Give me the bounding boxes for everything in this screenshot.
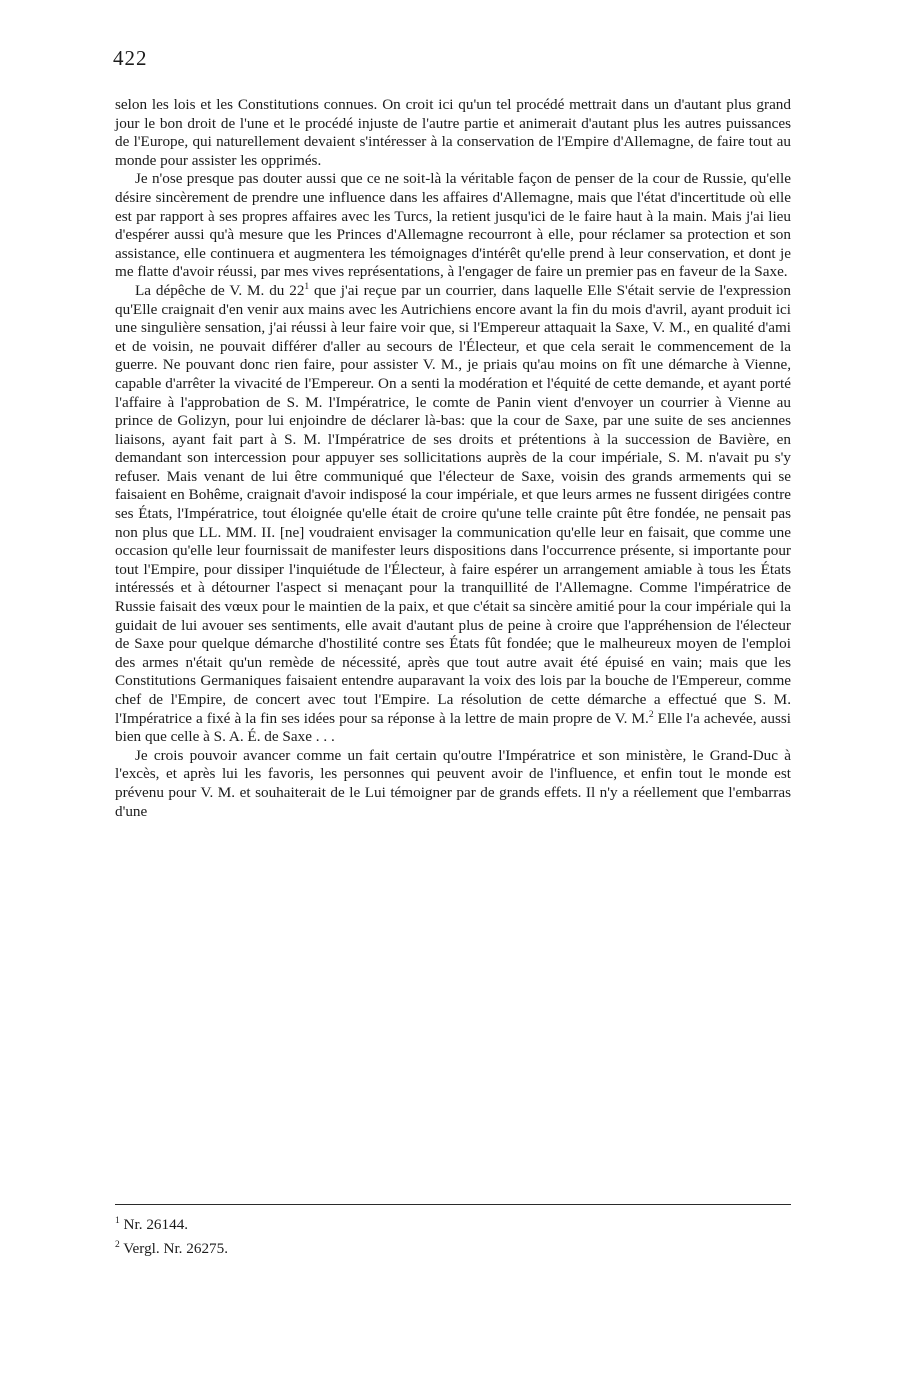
paragraph-3-start: La dépêche de V. M. du 22 <box>135 281 305 299</box>
footnote-mark-2: 2 <box>115 1240 120 1250</box>
paragraph-4: Je crois pouvoir avancer comme un fait certain qu'outre l'Impératrice et son ministère, le Grand-Duc à l'excès, et après lui les favoris, les personnes qui peuvent avoir de l'influence, et enfin tout le monde est prévenu pour V. M. et souhaiterait de le Lui témoigner par de grands effets. Il n'y a réellement que l'embarras d'une <box>115 746 791 820</box>
paragraph-3-middle: que j'ai reçue par un courrier, dans laquelle Elle S'était servie de l'expression qu'Elle craignait d'en venir aux mains avec les Autrichiens encore avant la fin du mois d'avril, ayant produit ici une singulière sensation, j'ai réussi à leur faire voir que, si l'Empereur attaquait la Saxe, V. M., en qualité d'ami et de voisin, ne pouvait différer d'aller au secours de l'Électeur, et que cela serait le commencement de la guerre. Ne pouvant donc rien faire, pour assister V. M., je priais qu'au moins on fît une démarche à Vienne, capable d'arrêter la vivacité de l'Empereur. On a senti la modération et l'équité de cette demande, et ayant porté l'affaire à l'approbation de S. M. l'Impératrice, le comte de Panin vient d'envoyer un courrier à Vienne au prince de Golizyn, pour lui enjoindre de déclarer là-bas: que la cour de Saxe, par une suite de ses anciennes liaisons, ayant fait part à S. M. l'Impératrice de ses droits et prétentions à la succession de Bavière, en demandant son intercession pour appuyer ses sollicitations auprès de la cour impériale, S. M. n'avait pu s'y refuser. Mais venant de lui être communiqué que l'électeur de Saxe, voisin des grands armements qui se faisaient en Bohême, craignait d'avoir indisposé la cour impériale, et que leurs armes ne fussent dirigées contre ses États, l'Impératrice, tout éloignée qu'elle était de croire qu'une telle crainte pût être fondée, ne pensait pas non plus que LL. MM. II. [ne] voudraient envisager la communication qu'elle leur en faisait, que comme une occasion qu'elle leur fournissait de manifester leurs dispositions dans l'occurrence présente, si importante pour tout l'Empire, pour dissiper l'inquiétude de l'Électeur, à faire espérer un arrangement amiable à tous les États intéressés et à détourner l'aspect si menaçant pour la tranquillité de l'Allemagne. Comme l'impératrice de Russie faisait des vœux pour le maintien de la paix, et que c'était sa sincère amitié pour la cour impériale qui la guidait de lui avouer ses sentiments, elle avait d'autant plus de peine à croire que l'appréhension de l'électeur de Saxe pour quelque démarche d'hostilité contre ses États fût fondée; que le malheureux moyen de l'emploi des armes n'était qu'un remède de nécessité, après que tout autre avait été épuisé en vain; mais que les Constitutions Germaniques faisaient entendre auparavant la voix des lois par la bouche de l'Empereur, comme chef de l'Empire, de concert avec tout l'Empire. La résolution de cette démarche a effectué que S. M. l'Impératrice a fixé à la fin ses idées pour sa réponse à la lettre de main propre de V. M. <box>115 281 791 727</box>
page-number: 422 <box>113 46 148 70</box>
footnote-ref-2: 2 <box>648 709 654 720</box>
paragraph-2: Je n'ose presque pas douter aussi que ce ne soit-là la véritable façon de penser de la cour de Russie, qu'elle désire sincèrement de prendre une influence dans les affaires d'Allemagne, mais que l'état d'incertitude où elle est par rapport à ses propres affaires avec les Turcs, la retient jusqu'ici de le faire haut à la main. Mais j'ai lieu d'espérer aussi qu'à mesure que les Princes d'Allemagne recourront à elle, pour réclamer sa protection et son assistance, elle continuera et augmentera les témoignages d'intérêt qu'elle prend à leur conservation, et dont je me flatte d'avoir réussi, par mes vives représentations, à l'engager de faire un premier pas en faveur de la Saxe. <box>115 170 791 281</box>
footnote-mark-1: 1 <box>115 1216 120 1226</box>
footnote-text-1: Nr. 26144. <box>119 1216 189 1233</box>
footnote-divider <box>115 1204 791 1205</box>
footnote-2 <box>115 1237 791 1261</box>
paragraph-3-end: Elle l'a achevée, aussi bien que celle à S. A. É. de Saxe . . . <box>115 709 792 746</box>
body-text <box>115 96 791 821</box>
paragraph-3 <box>115 282 791 747</box>
footnote-1 <box>115 1213 791 1237</box>
footnotes <box>115 1213 791 1261</box>
footnote-ref-1: 1 <box>304 281 310 292</box>
footnote-text-2: Vergl. Nr. 26275. <box>119 1240 229 1257</box>
paragraph-1: selon les lois et les Constitutions connues. On croit ici qu'un tel procédé mettrait dans un d'autant plus grand jour le bon droit de l'une et le procédé injuste de l'autre partie et animerait d'autant plus les autres puissances de l'Europe, qui naturellement devaient s'intéresser à la conservation de l'Empire d'Allemagne, de faire tout au monde pour assister les opprimés. <box>115 96 791 169</box>
